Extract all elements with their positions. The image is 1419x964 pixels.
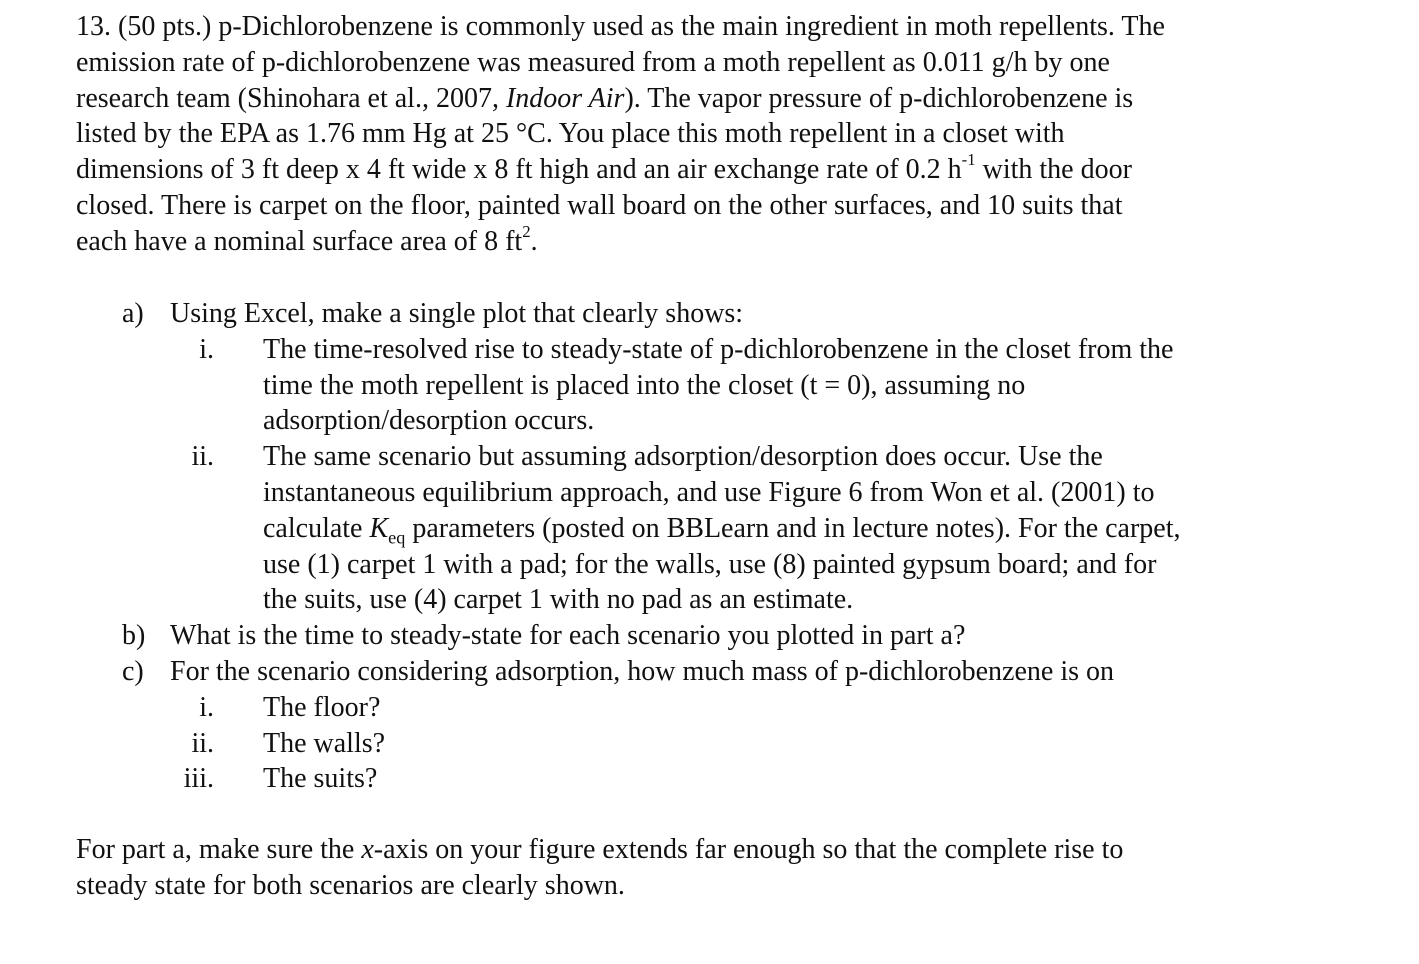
part-a-row [0,296,1419,332]
footer-line-1-pre: For part a, make sure the [76,834,362,865]
intro-line-1: 13. (50 pts.) p-Dichlorobenzene is commonly used as the main ingredient in moth repellents. The [76,11,1165,42]
part-b-label: b) [122,620,146,652]
parts-list [0,296,1419,797]
part-b-text: What is the time to steady-state for each scenario you plotted in part a? [170,620,966,652]
part-c-text: For the scenario considering adsorption, how much mass of p-dichlorobenzene is on [170,655,1115,687]
part-c-item-3-number: iii. [183,763,214,795]
x-axis-italic: x [361,834,374,865]
footer-note [76,832,1396,904]
intro-line-5-text: dimensions of 3 ft deep x 4 ft wide x 8 ft high and an air exchange rate of 0.2 h [76,154,962,186]
part-a-ii-line-5: the suits, use (4) carpet 1 with no pad as an estimate. [263,584,854,616]
part-b-row [0,618,1419,654]
intro-line-4: listed by the EPA as 1.76 mm Hg at 25 °C. You place this moth repellent in a closet with [76,118,1065,150]
part-a-ii-line-3-pre: calculate [263,512,370,544]
k-eq-symbol: K [369,512,389,544]
exponent-minus-one: -1 [961,150,976,170]
part-c-item-row [0,690,1419,726]
part-a-ii-row-2 [0,475,1419,511]
intro-line-7-tail: . [530,225,538,257]
k-eq-subscript: eq [388,527,406,548]
part-c-item-row [0,761,1419,797]
part-a-i-number: i. [199,333,214,365]
intro-line-5 [76,152,1396,188]
problem-intro [76,9,1396,260]
part-c-label: c) [122,655,144,687]
footer-line-1-tail: -axis on your figure extends far enough so that the complete rise to [373,834,1124,865]
part-a-text: Using Excel, make a single plot that clearly shows: [170,298,744,329]
part-c-item-1-text: The floor? [263,691,381,723]
part-c-item-1-number: i. [199,691,214,723]
intro-line-3-text: research team (Shinohara et al., 2007, [76,82,506,114]
part-c-item-3-text: The suits? [263,763,378,795]
part-a-ii-line-1: The same scenario but assuming adsorption/desorption does occur. Use the [263,441,1103,473]
part-a-label: a) [122,298,144,329]
part-a-ii-row-3 [0,511,1419,547]
part-c-item-row [0,726,1419,762]
intro-line-6: closed. There is carpet on the floor, painted wall board on the other surfaces, and 10 suits that [76,189,1123,221]
footer-line-1 [76,832,1396,868]
intro-line-7-text: each have a nominal surface area of 8 ft [76,225,523,257]
part-c-row [0,654,1419,690]
journal-name: Indoor Air [505,82,625,114]
intro-line-7 [76,221,1396,260]
intro-line-3-tail: ). The vapor pressure of p-dichlorobenzene is [624,82,1134,114]
exponent-squared: 2 [522,221,531,241]
part-c-item-2-number: ii. [191,727,214,759]
part-a-ii-line-3-tail: parameters (posted on BBLearn and in lecture notes). For the carpet, [405,512,1181,544]
intro-line-3 [76,81,1396,117]
intro-line-2: emission rate of p-dichlorobenzene was measured from a moth repellent as 0.011 g/h by one [76,46,1110,78]
part-a-i-line-3: adsorption/desorption occurs. [263,405,595,437]
part-a-i-row-1 [0,332,1419,368]
part-a-ii-row-4 [0,547,1419,583]
part-a-ii-line-4: use (1) carpet 1 with a pad; for the walls, use (8) painted gypsum board; and for [263,548,1157,580]
part-a-ii-row-5 [0,582,1419,618]
footer-line-2: steady state for both scenarios are clearly shown. [76,869,625,901]
part-a-ii-line-2: instantaneous equilibrium approach, and use Figure 6 from Won et al. (2001) to [263,476,1155,508]
part-c-item-2-text: The walls? [263,727,386,759]
part-a-i-row-2 [0,368,1419,404]
part-a-i-row-3 [0,403,1419,439]
intro-line-5-tail: with the door [975,154,1132,186]
part-a-i-line-1: The time-resolved rise to steady-state of p-dichlorobenzene in the closet from the [263,333,1174,365]
part-a-ii-row-1 [0,439,1419,475]
part-a-ii-number: ii. [191,441,214,473]
part-a-ii-line-3 [263,511,1181,547]
part-a-i-line-2: time the moth repellent is placed into the closet (t = 0), assuming no [263,369,1026,401]
